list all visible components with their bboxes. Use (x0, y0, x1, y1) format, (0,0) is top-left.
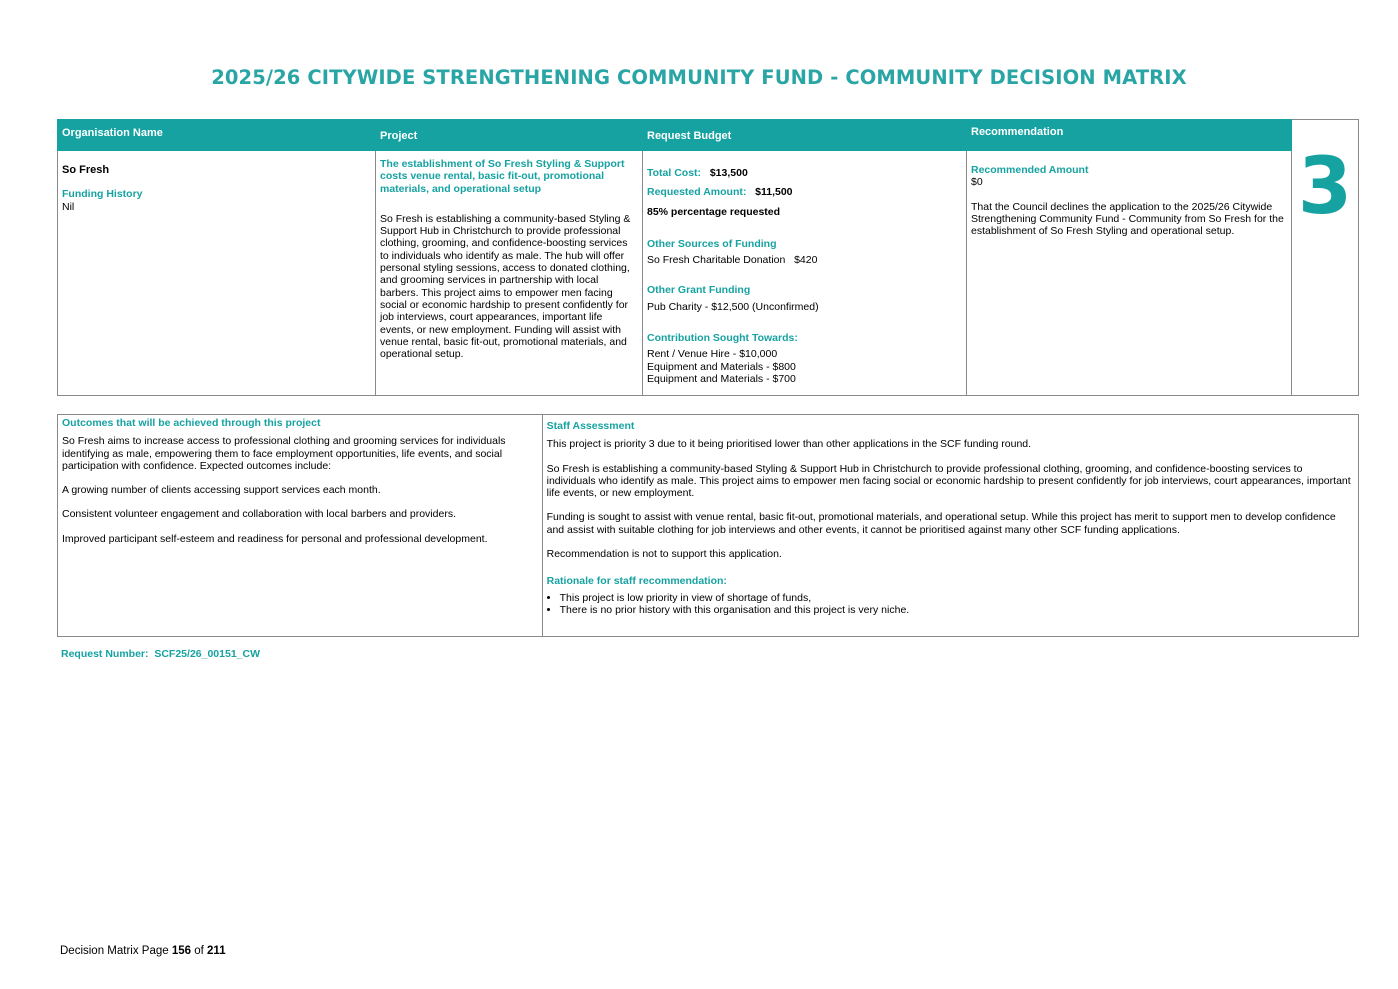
contribution-item: Equipment and Materials - $800 (647, 360, 796, 373)
recommended-amount-label: Recommended Amount (971, 164, 1089, 176)
request-number: Request Number: SCF25/26_00151_CW (61, 648, 260, 660)
contribution-label: Contribution Sought Towards: (647, 332, 798, 345)
budget-cell (643, 151, 967, 396)
outcomes-cell (58, 415, 543, 637)
body-row (58, 151, 1359, 396)
other-grant-value: Pub Charity - $12,500 (Unconfirmed) (647, 300, 819, 313)
requested-amount-value: $11,500 (755, 186, 793, 199)
project-description: So Fresh is establishing a community-based Styling & Support Hub in Christchurch to provide professional clothing, grooming, and confidence-boosting services to individuals who identify as male. The hub will offer personal styling sessions, access to donated clothing, and grooming services in partnership with local barbers. This project aims to empower men facing social or economic hardship to present confidently for job interviews, court appearances, important life events, or new employment. Funding will assist with venue rental, basic fit-out, promotional materials, and operational setup. (380, 212, 631, 361)
assessment-table (57, 414, 1359, 637)
page-title: 2025/26 CITYWIDE STRENGTHENING COMMUNITY FUND - COMMUNITY DECISION MATRIX (211, 66, 1187, 89)
staff-assessment-heading: Staff Assessment (546, 420, 635, 432)
outcome-item: Consistent volunteer engagement and collaboration with local barbers and providers. (62, 508, 456, 521)
header-organisation: Organisation Name (58, 120, 376, 151)
other-grant-label: Other Grant Funding (647, 284, 751, 297)
recommended-amount-value: $0 (971, 176, 983, 189)
page-footer (60, 945, 226, 957)
contribution-item: Rent / Venue Hire - $10,000 (647, 348, 778, 361)
funding-history-label: Funding History (62, 188, 143, 201)
project-cell (376, 151, 643, 396)
rationale-item: • This project is low priority in view of shortage of funds, (560, 592, 1354, 604)
rationale-list (547, 592, 1354, 617)
other-sources-label: Other Sources of Funding (647, 237, 777, 250)
outcomes-heading: Outcomes that will be achieved through this project (62, 417, 321, 429)
decision-matrix-table (57, 119, 1359, 396)
assessment-paragraph: So Fresh is establishing a community-based Styling & Support Hub in Christchurch to provide professional clothing, grooming, and confidence-boosting services to individuals who identify as male. This project aims to empower men facing social or economic hardship to present confidently for job interviews, court appearances, important life events, or new employment. (546, 462, 1351, 500)
recommendation-cell (967, 151, 1292, 396)
footer-page: 156 (171, 945, 192, 957)
organisation-cell (58, 151, 376, 396)
footer-prefix: Decision Matrix Page (60, 945, 172, 957)
footer-of: of (191, 945, 208, 957)
recommendation-text: That the Council declines the application to the 2025/26 Citywide Strengthening Community Fund - Community from So Fresh for the establishment of So Fresh Styling and operational setup. (971, 200, 1284, 238)
header-budget: Request Budget (643, 120, 967, 151)
contribution-item: Equipment and Materials - $700 (647, 372, 796, 385)
total-cost-value: $13,500 (709, 167, 748, 179)
footer-total: 211 (207, 945, 226, 957)
assessment-paragraph: This project is priority 3 due to it being prioritised lower than other applications in the SCF funding round. (546, 438, 1032, 451)
other-sources-value: So Fresh Charitable Donation $420 (647, 254, 818, 267)
requested-amount-label: Requested Amount: (647, 186, 747, 199)
header-project: Project (376, 120, 643, 151)
rationale-heading: Rationale for staff recommendation: (546, 575, 727, 588)
rationale-item: • There is no prior history with this organisation and this project is very niche. (560, 604, 1354, 616)
priority-number: 3 (1297, 142, 1353, 232)
organisation-name: So Fresh (62, 164, 110, 176)
header-recommendation: Recommendation (967, 120, 1292, 151)
outcome-item: A growing number of clients accessing support services each month. (62, 484, 381, 497)
assessment-paragraph: Funding is sought to assist with venue rental, basic fit-out, promotional materials, and operational setup. While this project has merit to support men to develop confidence and assist with suitable clothing for job interviews and other events, it cannot be prioritised against many other SCF funding applications. (546, 511, 1336, 536)
assessment-paragraph: Recommendation is not to support this application. (546, 548, 782, 561)
outcomes-intro: So Fresh aims to increase access to professional clothing and grooming services for individuals identifying as male, empowering them to face employment opportunities, life events, and social participation with confidence. Expected outcomes include: (62, 435, 506, 472)
percentage-requested: 85% percentage requested (647, 205, 781, 218)
header-row (58, 120, 1359, 151)
project-heading: The establishment of So Fresh Styling & Support costs venue rental, basic fit-out, promotional materials, and operational setup (380, 158, 625, 195)
outcome-item: Improved participant self-esteem and readiness for personal and professional development. (62, 532, 488, 545)
staff-assessment-cell (542, 415, 1358, 637)
total-cost-label: Total Cost: (647, 167, 702, 179)
priority-cell (1292, 120, 1359, 396)
funding-history-value: Nil (62, 200, 75, 213)
